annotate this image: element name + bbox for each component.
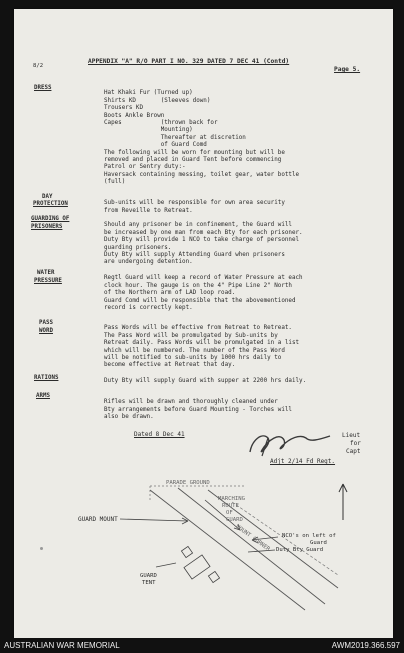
water-label-2: PRESSURE xyxy=(34,278,62,284)
guarding-label-1: GUARDING OF xyxy=(31,216,70,222)
arms-line: Rifles will be drawn and thoroughly cleaned under xyxy=(104,399,278,406)
arms-line: Bty arrangements before Guard Mounting - Torches will xyxy=(104,406,292,413)
dress-line: Mounting) xyxy=(104,127,193,134)
dress-line: Haversack containing messing, toilet gear, water bottle xyxy=(104,171,300,178)
marching-label-3: OF xyxy=(226,510,233,516)
arms-line: also be drawn. xyxy=(104,414,154,421)
ncos-label-2: Guard xyxy=(310,540,327,546)
page-label: Page 5. xyxy=(334,66,361,73)
adjutant-line: Adjt 2/14 Fd Regt. xyxy=(270,458,336,465)
water-line: clock hour. The gauge is on the 4" Pipe Line 2" North xyxy=(104,282,292,289)
dress-line: Thereafter at discretion xyxy=(104,134,246,141)
punch-hole xyxy=(40,547,43,550)
parade-ground-label: PARADE GROUND xyxy=(166,480,210,486)
guarding-line: Should any prisoner be in confinement, the Guard will xyxy=(104,222,292,229)
guarding-line: Duty Bty will provide 1 NCO to take charge of personnel xyxy=(104,237,300,244)
day-protection-line: Sub-units will be responsible for own area security xyxy=(104,200,285,207)
pass-word-line: which will be numbered. The number of the Pass Word xyxy=(104,347,285,354)
road-label: MOUNT CORNER xyxy=(234,524,271,553)
dress-line: removed and placed in Guard Tent before commencing xyxy=(104,157,282,164)
dress-line: Capes (thrown back for xyxy=(104,120,218,127)
water-line: record is correctly kept. xyxy=(104,305,193,312)
pass-word-line: will be notified to sub-units by 1000 hrs daily to xyxy=(104,355,282,362)
guard-tent-label-1: GUARD xyxy=(140,573,157,579)
dress-line: Boots Ankle Brown xyxy=(104,112,165,119)
dress-text xyxy=(104,83,299,194)
water-label-1: WATER xyxy=(37,270,55,276)
page-ref: 8/2 xyxy=(33,63,44,69)
day-protection-label-1: DAY xyxy=(42,194,53,200)
footer-bar xyxy=(0,638,404,653)
signature-for: for xyxy=(350,440,361,447)
duty-guard-label: Duty Bty Guard xyxy=(276,547,324,553)
guard-mount-label: GUARD MOUNT xyxy=(78,516,118,523)
marching-label-2: ROUTE xyxy=(222,503,239,509)
day-protection-line: from Reveille to Retreat. xyxy=(104,207,193,214)
dated-line: Dated 8 Dec 41 xyxy=(134,431,185,438)
guarding-label-2: PRISONERS xyxy=(31,224,63,230)
dress-line: Trousers KD xyxy=(104,105,144,112)
dress-line: (full) xyxy=(104,179,126,186)
water-line: of the Northern arm of LAD loop road. xyxy=(104,290,236,297)
pass-word-line: become effective at Retreat that day. xyxy=(104,362,236,369)
guarding-line: are undergoing detention. xyxy=(104,259,193,266)
guarding-line: Duty Bty will supply Attending Guard when prisoners xyxy=(104,252,285,259)
pass-word-line: Pass Words will be effective from Retreat to Retreat. xyxy=(104,325,292,332)
document-title: APPENDIX "A" R/O PART I NO. 329 DATED 7 DEC 41 (Contd) xyxy=(88,58,290,65)
dress-line: Shirts KD (Sleeves down) xyxy=(104,97,211,104)
pass-word-line: The Pass Word will be promulgated by Sub-units by xyxy=(104,332,278,339)
day-protection-label-2: PROTECTION xyxy=(33,201,68,207)
dress-label: DRESS xyxy=(34,85,52,91)
rations-text xyxy=(104,371,306,393)
guarding-line: guarding prisoners. xyxy=(104,244,172,251)
dress-line: The following will be worn for mounting but will be xyxy=(104,149,285,156)
guard-tent-label-2: TENT xyxy=(142,580,156,586)
water-text xyxy=(104,268,303,320)
pass-word-line: Retreat daily. Pass Words will be promulgated in a list xyxy=(104,340,300,347)
marching-label-1: MARCHING xyxy=(218,496,245,502)
footer-accession: AWM2019.366.597 xyxy=(331,641,400,650)
footer-credit: AUSTRALIAN WAR MEMORIAL xyxy=(4,641,120,650)
signature-capt: Capt xyxy=(346,448,361,455)
pass-word-label-2: WORD xyxy=(39,328,53,334)
dress-line: Hat Khaki Fur (Turned up) xyxy=(104,90,193,97)
guarding-text xyxy=(104,215,303,274)
rations-line: Duty Bty will supply Guard with supper at 2200 hrs daily. xyxy=(104,378,307,385)
water-line: Regtl Guard will keep a record of Water Pressure at each xyxy=(104,275,303,282)
pass-word-label-1: PASS xyxy=(39,320,53,326)
ncos-label: NCO's on left of xyxy=(282,533,336,539)
dress-line: Patrol or Sentry duty:- xyxy=(104,164,186,171)
pass-word-text xyxy=(104,318,299,377)
marching-label-4: GUARD xyxy=(226,517,243,523)
water-line: Guard Comd will be responsible that the abovementioned xyxy=(104,297,296,304)
rations-label: RATIONS xyxy=(34,375,59,381)
signature-lieut: Lieut xyxy=(342,432,361,439)
arms-text xyxy=(104,392,292,429)
dress-line: of Guard Comd xyxy=(104,142,207,149)
arms-label: ARMS xyxy=(36,393,50,399)
guarding-line: be increased by one man from each Bty for each prisoner. xyxy=(104,229,303,236)
